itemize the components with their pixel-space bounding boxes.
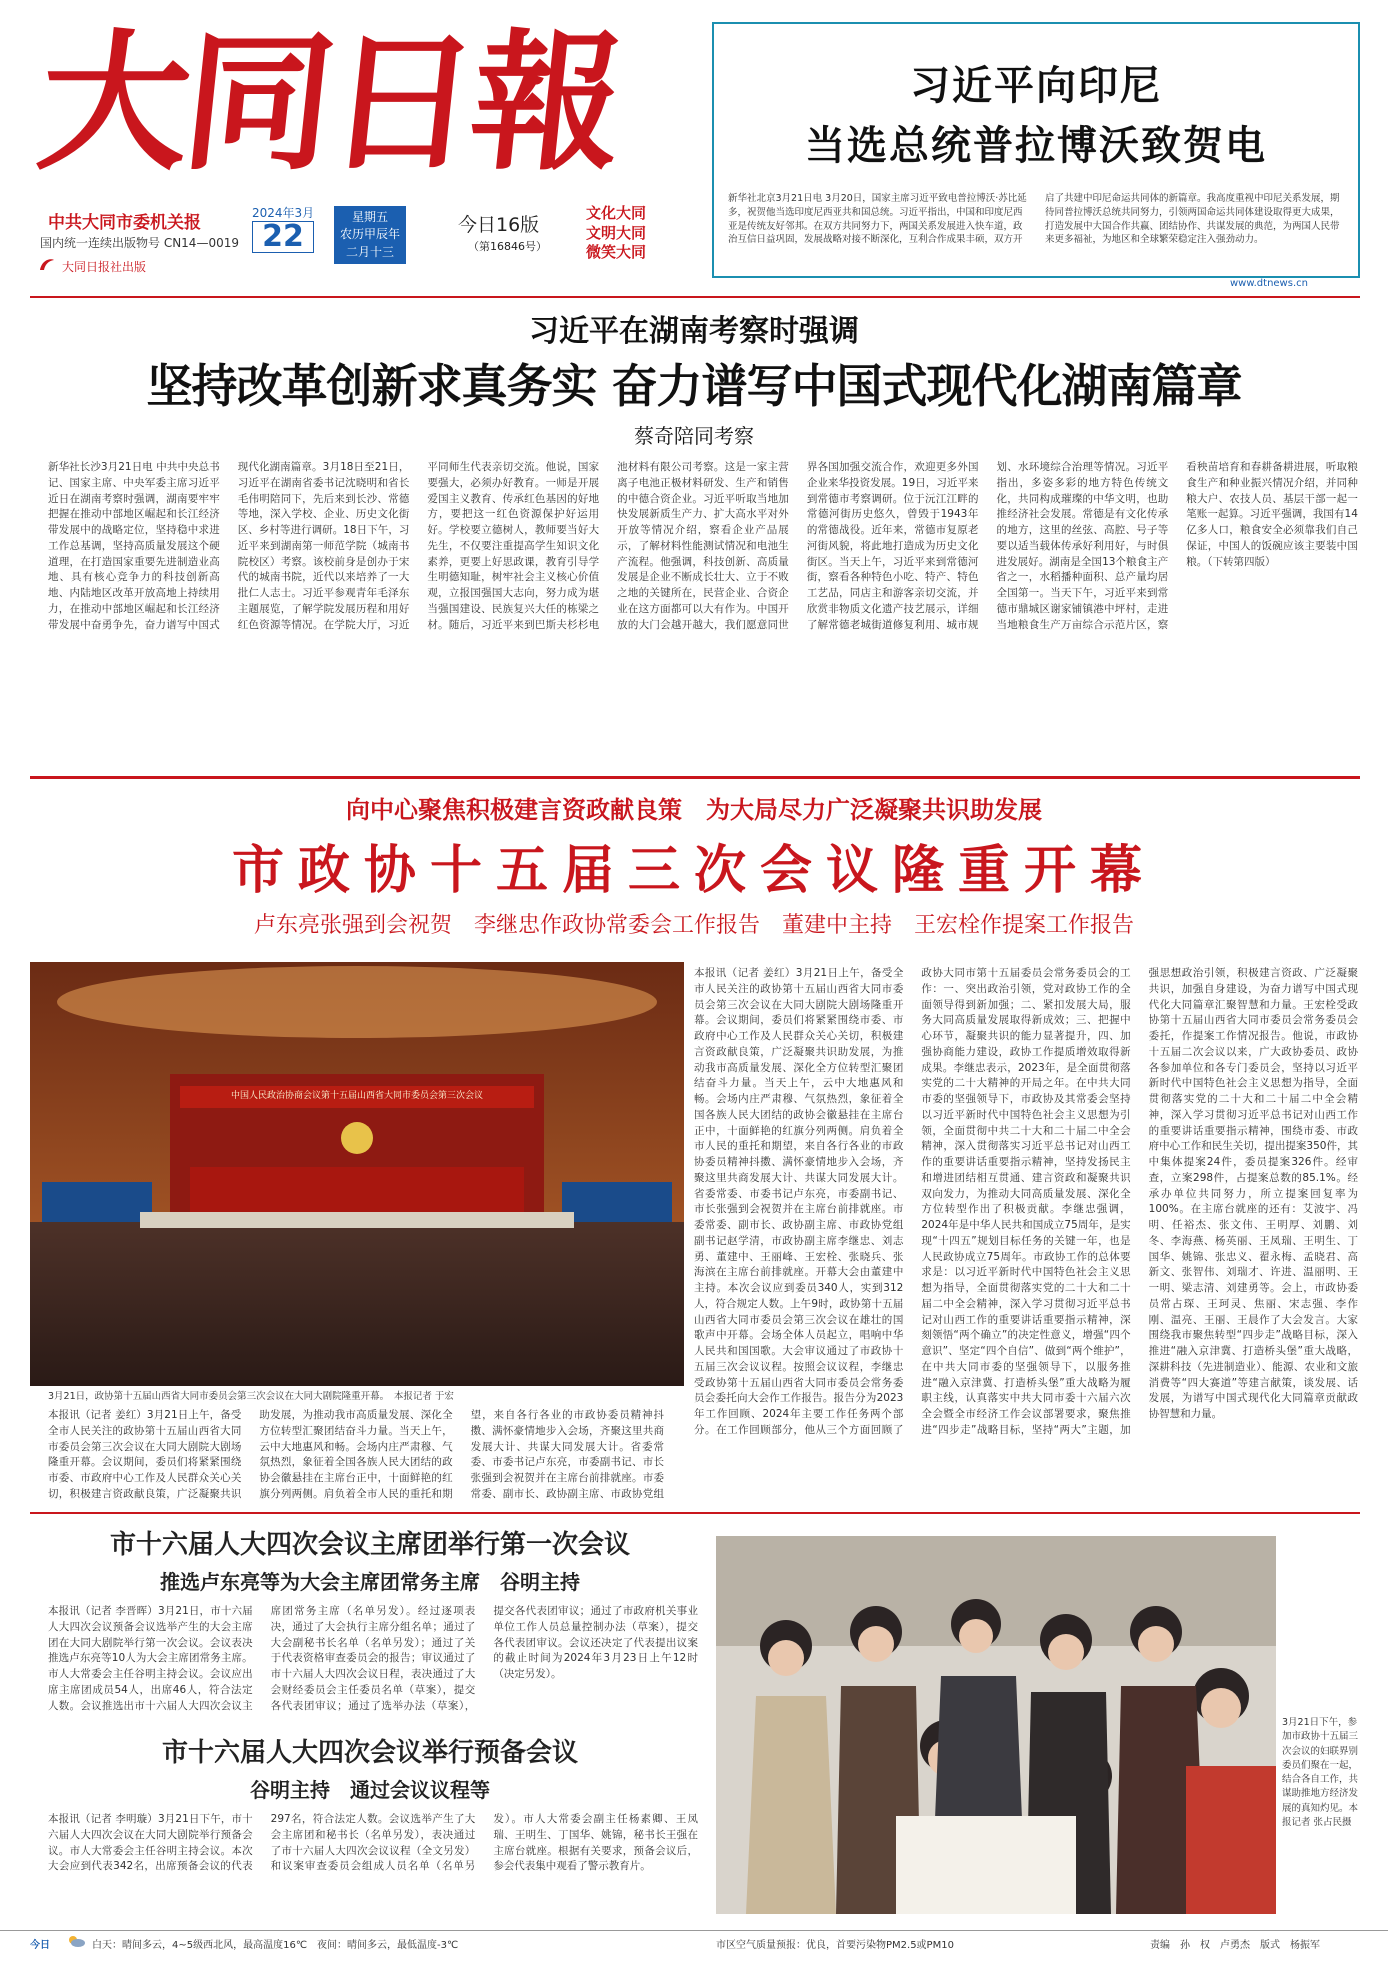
date-block — [252, 204, 314, 253]
top-story-body: 新华社北京3月21日电 3月20日，国家主席习近平致电普拉博沃·苏比延多，祝贺他当选印度尼西亚共和国总统。习近平指出，中国和印度尼西亚是传统友好邻邦。在双方共同努力下，两国关系发展进入快车道，政治互信日益巩固，发展战略对接不断深化，互利合作成果丰硕，双方开启了共建中印尼命运共同体的新篇章。我高度重视中印尼关系发展，期待同普拉博沃总统共同努力，引领两国命运共同体建设取得更大成果，打造发展中大国合作共赢、团结协作、共谋发展的典范，为两国人民带来更多福祉，为地区和全球繁荣稳定注入强劲动力。 — [728, 193, 1340, 246]
lunar-date-line: 二月十三 — [345, 244, 394, 259]
site-url[interactable]: www.dtnews.cn — [1230, 278, 1308, 289]
slogan: 文明大同 — [586, 223, 647, 242]
newspaper-logo-icon — [38, 256, 56, 272]
cppcc-hall-photo — [30, 962, 684, 1386]
npc1-body: 本报讯（记者 李晋晖）3月21日，市十六届人大四次会议预备会议选举产生的大会主席团在大同大剧院举行第一次会议。会议表决推选卢东亮等10人为大会主席团常务主席。市人大常委会主任谷明主持会议。会议应出席主席团成员54人，出席46人，符合法定人数。会议推选出市十六届人大四次会议主席团常务主席（名单另发）。经过逐项表决，通过了大会执行主席分组名单；通过了大会副秘书长名单（名单另发）；通过了关于代表资格审查委员会的报告；审议通过了市十六届人大四次会议日程，表决通过了大会财经委员会主任委员名单（草案），提交各代表团审议；通过了选举办法（草案），提交各代表团审议；通过了市政府机关事业单位工作人员总量控制办法（草案），提交各代表团审议。会议还决定了代表提出议案的截止时间为2024年3月23日上午12时（决定另发）。 — [48, 1605, 698, 1712]
npc2-body: 本报讯（记者 李明璇）3月21日下午，市十六届人大四次会议在大同大剧院举行预备会议。市人大常委会主任谷明主持会议。本次大会应到代表342名，出席预备会议的代表297名，符合法定人数。会议选举产生了大会主席团和秘书长（名单另发），表决通过了市十六届人大四次会议议程（全文另发）和议案审查委员会组成人员名单（名单另发）。市人大常委会副主任杨素卿、王凤瑞、王明生、丁国华、姚锦，秘书长王强在主席台就座。根据有关要求，预备会议后，参会代表集中观看了警示教育片。 — [48, 1813, 698, 1873]
cppcc-body-right: 本报讯（记者 姜红）3月21日上午，备受全市人民关注的政协第十五届山西省大同市委员会第三次会议在大同大剧院大剧场隆重开幕。会议期间，委员们将紧紧围绕市委、市政府中心工作及人民群众关心关切，积极建言资政献良策，广泛凝聚共识助发展，为推动我市高质量发展、深化全方位转型汇聚团结奋斗力量。当天上午，云中大地惠风和畅。会场内庄严肃穆、气氛热烈，象征着全国各族人民大团结的政协会徽悬挂在主席台正中，十面鲜艳的红旗分列两侧。肩负着全市人民的重托和期望，来自各行各业的市政协委员精神抖擞、满怀豪情地步入会场，齐聚这里共商发展大计、共谋大同发展大计。省委常委、市委书记卢东亮，市委副书记、市长张强到会祝贺并在主席台前排就座。市委常委、副市长、政协副主席、市政协党组副书记赵学清，市政协副主席李继忠、刘志勇、董建中、王丽峰、王宏栓、张晓兵、张海滨在主席台前排就座。开幕大会由董建中主持。本次会议应到委员340人，实到312人，符合规定人数。上午9时，政协第十五届山西省大同市委员会第三次会议在雄壮的国歌声中开幕。会场全体人员起立，唱响中华人民共和国国歌。大会审议通过了市政协十五届三次会议议程。按照会议议程，李继忠受政协第十五届山西省大同市委员会常务委员会委托向大会作工作报告。报告分为2023年工作回顾、2024年主要工作任务两个部分。在工作回顾部分，他从三个方面回顾了政协大同市第十五届委员会常务委员会的工作：一、突出政治引领，党对政协工作的全面领导得到新加强；二、紧扣发展大局，服务大同高质量发展取得新成效；三、把握中心环节，凝聚共识的能力显著提升，四、加强协商能力建设，政协工作提质增效取得新成果。李继忠表示，2023年，是全面贯彻落实党的二十大精神的开局之年。在中共大同市委的坚强领导下，市政协及其常委会坚持以习近平新时代中国特色社会主义思想为引领，全面贯彻中共二十大和二十届二中全会精神，深入贯彻落实习近平总书记对山西工作的重要讲话重要指示精神，坚持发扬民主和增进团结相互贯通、建言资政和凝聚共识双向发力，为推动大同高质量发展、深化全方位转型作出了积极贡献。李继忠强调，2024年是中华人民共和国成立75周年，是实现“十四五”规划目标任务的关键一年，也是人民政协成立75周年。市政协工作的总体要求是：以习近平新时代中国特色社会主义思想为指导，全面贯彻落实党的二十大和二十届二中全会精神，深入学习贯彻习近平总书记对山西工作的重要讲话重要指示精神，深刻领悟“两个确立”的决定性意义，增强“四个意识”、坚定“四个自信”、做到“两个维护”，在中共大同市委的坚强领导下，以服务推进“融入京津冀、打造桥头堡”重大战略为履职主线，认真落实中共大同市委十六届六次全会暨全市经济工作会议部署要求，聚焦推进“四步走”战略目标，坚持“两大”主题，加强思想政治引领，积极建言资政、广泛凝聚共识，加强自身建设，为奋力谱写中国式现代化大同篇章汇聚智慧和力量。王宏栓受政协第十五届山西省大同市委员会常务委员会委托，作提案工作情况报告。他说，市政协十五届二次会议以来，广大政协委员、政协各参加单位和各专门委员会，坚持以习近平新时代中国特色社会主义思想为指导，全面贯彻落实党的二十大和二十届二中全会精神，深入学习贯彻习近平总书记对山西工作的重要讲话重要指示精神，围绕市委、市政府中心工作和民生关切，提出提案350件，其中集体提案24件，委员提案326件。经审查，立案298件，占提案总数的85.1%。经承办单位共同努力，所立提案回复率为100%。在主席台就座的还有：艾波宇、冯明、任裕杰、张文伟、王明厚、刘鹏、刘冬、李海燕、杨英丽、王凤瑞、王明生、丁国华、姚锦、张忠义、翟永梅、孟晓君、高新文、张智伟、刘瑞才、许进、温丽明、王一明、梁志清、刘建勇等。会上，市政协委员常占琛、王珂灵、焦丽、宋志强、李作刚、温亮、王丽、王晨作了大会发言。大家围绕我市聚焦转型“四步走”战略目标，深入推进“融入京津冀、打造桥头堡”重大战略，深耕科技（先进制造业）、能源、农业和文旅消费等“四大赛道”等建言献策，谈发展、话发展，为谱写中国式现代化大同篇章贡献政协智慧和力量。 — [694, 967, 1358, 1436]
top-story-headline-1: 习近平向印尼 — [910, 63, 1162, 109]
slogan: 文化大同 — [586, 204, 647, 222]
lead-body: 新华社长沙3月21日电 中共中央总书记、国家主席、中央军委主席习近平近日在湖南考察时强调，湖南要牢牢把握在推动中部地区崛起和长江经济带发展中的战略定位，坚持稳中求进工作总基调，坚持高质量发展这个硬道理，在打造国家重要先进制造业高地、具有核心竞争力的科技创新高地、内陆地区改革开放高地上持续用力，在推动中部地区崛起和长江经济带发展中奋勇争先，奋力谱写中国式现代化湖南篇章。3月18日至21日，习近平在湖南省委书记沈晓明和省长毛伟明陪同下，先后来到长沙、常德等地，深入学校、企业、历史文化街区、乡村等进行调研。18日下午，习近平来到湖南第一师范学院（城南书院校区）考察。该校前身是创办于宋代的城南书院，近代以来培养了一大批仁人志士。习近平参观青年毛泽东主题展览，了解学院发展历程和用好红色资源等情况。在学院大厅，习近平同师生代表亲切交流。他说，国家要强大，必须办好教育。一师是开展爱国主义教育、传承红色基因的好地方，要把这一红色资源保护好运用好。学校要立德树人，教师要当好大先生，不仅要注重提高学生知识文化素养，更要上好思政课，教育引导学生明德知耻，树牢社会主义核心价值观，立报国强国大志向，努力成为堪当强国建设、民族复兴大任的栋梁之材。随后，习近平来到巴斯夫杉杉电池材料有限公司考察。这是一家主营离子电池正极材料研发、生产和销售的中德合资企业。习近平听取当地加快发展新质生产力、扩大高水平对外开放等情况介绍，察看企业产品展示，了解材料性能测试情况和电池生产流程。他强调，科技创新、高质量发展是企业不断成长壮大、立于不败之地的关键所在，民营企业、合资企业在这方面都可以大有作为。中国开放的大门会越开越大，我们愿意同世界各国加强交流合作，欢迎更多外国企业来华投资发展。19日，习近平来到常德市考察调研。位于沅江江畔的常德河街历史悠久，曾毁于1943年的常德战役。近年来，常德市复原老河街风貌，将此地打造成为历史文化街区。当天上午，习近平来到常德河街，察看各种特色小吃、特产、特色工艺品，同店主和游客亲切交流，并欣赏非物质文化遗产技艺展示，详细了解常德老城街道修复利用、城市规划、水环境综合治理等情况。习近平指出，多姿多彩的地方特色传统文化，共同构成璀璨的中华文明，也助推经济社会发展。常德是有文化传承的地方，这里的丝弦、高腔、号子等要以适当载体传承好利用好，与时俱进发展好。湖南是全国13个粮食主产省之一，水稻播种面积、总产量均居全国第一。当天下午，习近平来到常德市鼎城区谢家铺镇港中坪村，走进当地粮食生产万亩综合示范片区，察看秧苗培育和春耕备耕进展，听取粮食生产和种业振兴情况介绍，并同种粮大户、农技人员、基层干部一起一笔账一起算。习近平强调，我国有14亿多人口，粮食安全必须靠我们自己保证，中国人的饭碗应该主要装中国粮。（下转第四版） — [48, 461, 1358, 631]
npc2-subhead: 谷明主持 通过会议议程等 — [250, 1778, 490, 1802]
lead-kicker: 习近平在湖南考察时强调 — [529, 314, 859, 349]
masthead-publisher: 大同日报社出版 — [62, 260, 147, 274]
divider — [30, 1512, 1360, 1514]
slogans — [586, 204, 646, 263]
weekday-box — [334, 206, 406, 264]
footer-bar — [0, 1930, 1388, 1955]
divider — [30, 296, 1360, 298]
cppcc-headline: 市政协十五届三次会议隆重开幕 — [231, 841, 1156, 901]
cppcc-kicker: 向中心聚焦积极建言资政献良策 为大局尽力广泛凝聚共识助发展 — [346, 795, 1042, 824]
npc1-headline: 市十六届人大四次会议主席团举行第一次会议 — [109, 1530, 630, 1560]
masthead-org: 中共大同市委机关报 — [48, 213, 201, 233]
footer-editors: 责编 孙 权 卢勇杰 版式 杨振军 — [1150, 1940, 1320, 1951]
date-year-month: 2024年3月 — [252, 206, 315, 220]
npc1-subhead: 推选卢东亮等为大会主席团常务主席 谷明主持 — [160, 1570, 580, 1594]
lunar-year-line: 农历甲辰年 — [339, 227, 400, 242]
top-story-headline-2: 当选总统普拉博沃致贺电 — [805, 123, 1267, 169]
cppcc-body-lower: 本报讯（记者 姜红）3月21日上午，备受全市人民关注的政协第十五届山西省大同市委员会第三次会议在大同大剧院大剧场隆重开幕。会议期间，委员们将紧紧围绕市委、市政府中心工作及人民群众关心关切，积极建言资政献良策，广泛凝聚共识助发展，为推动我市高质量发展、深化全方位转型汇聚团结奋斗力量。当天上午，云中大地惠风和畅。会场内庄严肃穆、气氛热烈，象征着全国各族人民大团结的政协会徽悬挂在主席台正中，十面鲜艳的红旗分列两侧。肩负着全市人民的重托和期望，来自各行各业的市政协委员精神抖擞、满怀豪情地步入会场，齐聚这里共商发展大计、共谋大同发展大计。省委常委、市委书记卢东亮，市委副书记、市长张强到会祝贺并在主席台前排就座。市委常委、副市长、政协副主席、市政协党组 — [48, 1409, 664, 1500]
lead-subhead: 蔡奇陪同考察 — [634, 424, 754, 448]
date-day: 22 — [262, 219, 304, 254]
footer-today: 今日 — [30, 1940, 50, 1951]
weekday-line: 星期五 — [351, 210, 388, 224]
delegates-photo — [716, 1536, 1276, 1914]
masthead-cn-number: 国内统一连续出版物号 CN14—0019 — [40, 236, 239, 250]
footer-air-quality: 市区空气质量预报：优良，首要污染物PM2.5或PM10 — [716, 1940, 954, 1951]
npc2-headline: 市十六届人大四次会议举行预备会议 — [161, 1738, 578, 1768]
edition-number: （第16846号） — [468, 240, 547, 253]
cppcc-subhead: 卢东亮张强到会祝贺 李继忠作政协常委会工作报告 董建中主持 王宏栓作提案工作报告 — [253, 913, 1134, 938]
lead-headline: 坚持改革创新求真务实 奋力谱写中国式现代化湖南篇章 — [146, 359, 1242, 413]
hall-banner: 中国人民政治协商会议第十五届山西省大同市委员会第三次会议 — [230, 1091, 483, 1101]
divider — [30, 776, 1360, 779]
cppcc-photo-caption: 3月21日，政协第十五届山西省大同市委员会第三次会议在大同大剧院隆重开幕。 本报记者 于宏 — [48, 1391, 454, 1402]
edition-count: 今日16版 — [458, 214, 540, 236]
footer-weather: 白天：晴间多云，4~5级西北风，最高温度16℃ 夜间：晴间多云，最低温度-3℃ — [92, 1940, 459, 1951]
slogan: 微笑大同 — [586, 243, 647, 261]
top-story-box — [712, 22, 1360, 278]
delegates-photo-caption: 3月21日下午，参加市政协十五届三次会议的妇联界别委员们聚在一起，结合各自工作，共谋助推地方经济发展的真知灼见。本报记者 张占民摄 — [1282, 1717, 1359, 1828]
weather-cloud-icon — [66, 1934, 86, 1948]
masthead-title: 大同日報 — [30, 15, 626, 191]
